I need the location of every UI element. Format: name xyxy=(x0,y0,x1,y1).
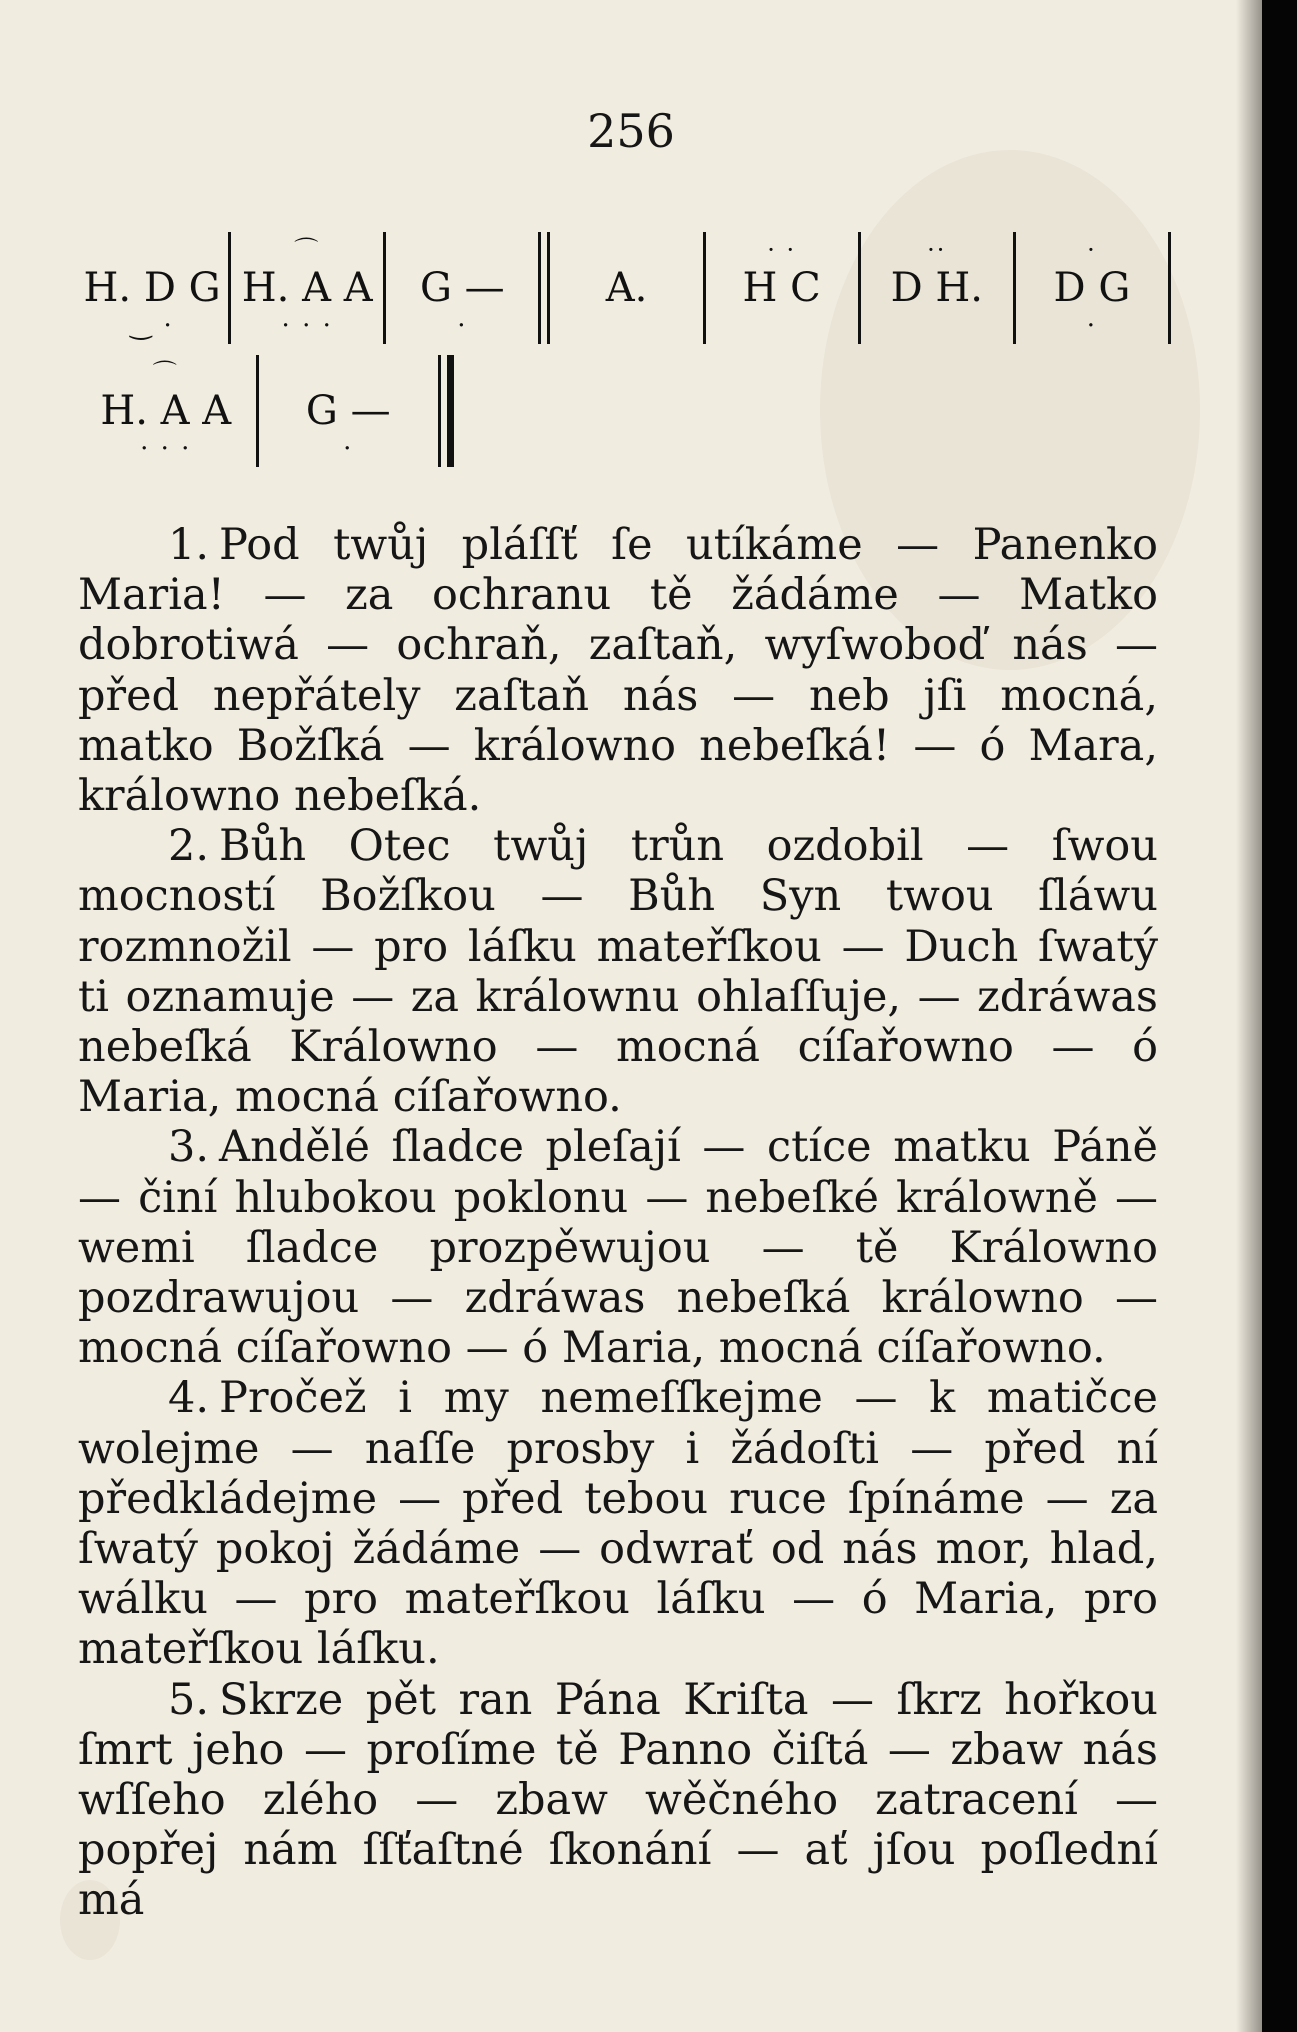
page-number: 256 xyxy=(587,104,675,158)
note-group xyxy=(78,355,254,467)
verse xyxy=(78,1122,1158,1373)
verse-text: Pročež i my nemeſſkejme — k matičce wolejme — naſſe prosby i žádoſti — před ní předkládejme — před tebou ruce ſpínáme — za ſwatý pokoj žádáme — odwrať od nás mor, hlad, wálku — pro mateřſkou láſku — ó Maria, pro mateřſkou láſku. xyxy=(78,1373,1158,1675)
note-group xyxy=(863,232,1011,344)
bar-line xyxy=(1013,232,1016,344)
verse-number: 5. xyxy=(168,1674,210,1725)
verse-text: Skrze pět ran Pána Kriſta — ſkrz hořkou ſmrt jeho — proſíme tě Panno čiſtá — zbaw nás wſſeho zlého — zbaw wěčného zatracení — popřej nám ſſťaſtné ſkonání — ať jſou poſlední má xyxy=(78,1674,1158,1926)
note-letters: G — xyxy=(420,265,505,311)
note-marks xyxy=(552,311,700,341)
bar-line xyxy=(383,232,386,344)
page-edge-shadow xyxy=(1236,0,1262,2032)
note-letters: A. xyxy=(605,265,648,311)
bar-line xyxy=(256,355,259,467)
note-letters: D G xyxy=(1053,265,1131,311)
note-dots xyxy=(78,235,226,265)
note-letters: H. A A xyxy=(100,388,232,434)
note-marks xyxy=(863,311,1011,341)
bar-line xyxy=(703,232,706,344)
note-letters: H. A A xyxy=(241,265,373,311)
note-letters: H C xyxy=(742,265,821,311)
verse xyxy=(78,1373,1158,1674)
note-marks xyxy=(708,311,856,341)
note-group xyxy=(708,232,856,344)
note-group xyxy=(1018,232,1166,344)
note-marks: · xyxy=(343,434,354,464)
verse-number: 1. xyxy=(168,520,210,570)
final-bar-line xyxy=(438,355,454,467)
verse-number: 3. xyxy=(168,1122,210,1173)
note-dots: ·· xyxy=(927,236,947,264)
verse xyxy=(78,1675,1158,1926)
bar-line xyxy=(858,232,861,344)
verse xyxy=(78,520,1158,821)
hymn-text xyxy=(78,520,1158,1926)
note-marks: · · · xyxy=(281,311,333,341)
note-dots: ⌒ xyxy=(152,359,179,387)
note-dots: · xyxy=(1087,236,1097,264)
verse xyxy=(78,821,1158,1122)
note-letters: G — xyxy=(305,388,391,434)
verse-number: 2. xyxy=(168,821,210,872)
verse-text: Bůh Otec twůj trůn ozdobil — ſwou mocností Božſkou — Bůh Syn twou ſláwu rozmnožil — pro láſku mateřſkou — Duch ſwatý ti oznamuje — za králownu ohlaſſuje, — zdráwas nebeſká Králowno — mocná cíſařowno — ó Maria, mocná cíſařowno. xyxy=(78,821,1158,1123)
note-group xyxy=(78,232,226,344)
note-marks: · · · xyxy=(140,434,192,464)
note-group xyxy=(388,232,536,344)
note-dots xyxy=(552,235,700,265)
note-letters: H. D G xyxy=(83,265,221,311)
note-marks: · xyxy=(457,311,468,341)
verse-text: Andělé ſladce pleſají — ctíce matku Páně — činí hlubokou poklonu — nebeſké králowně — wemi ſladce prozpěwujou — tě Králowno pozdrawujou — zdráwas nebeſká králowno — mocná cíſařowno — ó Maria, mocná cíſařowno. xyxy=(78,1122,1158,1374)
note-dots xyxy=(388,235,536,265)
note-dots xyxy=(261,358,437,388)
double-bar-line xyxy=(538,232,550,344)
note-letters: D H. xyxy=(890,265,983,311)
note-dots: ⌒ xyxy=(294,236,321,264)
note-group xyxy=(261,355,437,467)
note-marks: · xyxy=(1086,311,1098,341)
verse-number: 4. xyxy=(168,1373,210,1424)
music-notation-row-1 xyxy=(78,232,1173,344)
note-dots: · · xyxy=(767,236,797,264)
verse-text: Pod twůj pláſſť ſe utíkáme — Panenko Maria! — za ochranu tě žádáme — Matko dobrotiwá — ochraň, zaſtaň, wyſwoboď nás — před nepřátely zaſtaň nás — neb jſi mocná, matko Božſká — králowno nebeſká! — ó Mara, králowno nebeſká. xyxy=(78,520,1158,822)
note-group xyxy=(233,232,381,344)
bar-line xyxy=(1168,232,1171,344)
note-marks: ‿ · xyxy=(130,311,174,341)
music-notation-row-2 xyxy=(78,355,456,467)
bar-line xyxy=(228,232,231,344)
note-group xyxy=(552,232,700,344)
